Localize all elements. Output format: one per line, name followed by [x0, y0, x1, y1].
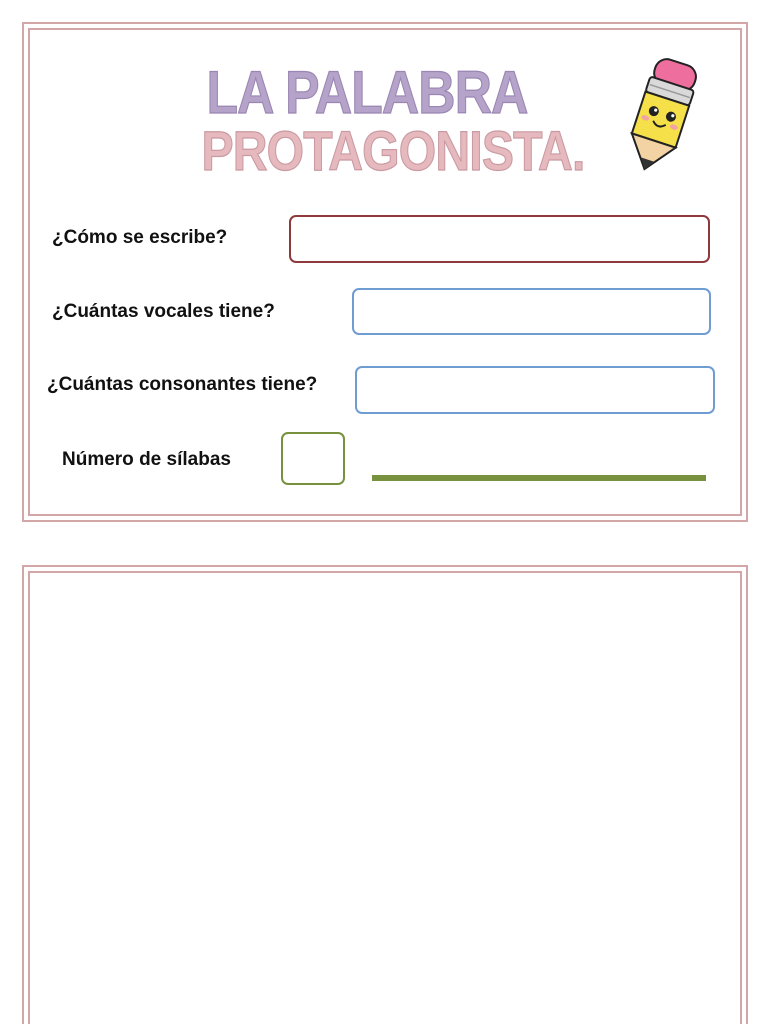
question-consonants-label: ¿Cuántas consonantes tiene?	[47, 374, 318, 395]
question-vowels-label: ¿Cuántas vocales tiene?	[52, 301, 275, 322]
how-written-answer-box[interactable]	[289, 215, 710, 263]
bottom-card-inner-border	[28, 571, 742, 1024]
title-line-2: PROTAGONISTA.	[201, 119, 585, 182]
bottom-card-frame	[22, 565, 748, 1024]
syllables-answer-line[interactable]	[372, 475, 706, 481]
question-how-written-label: ¿Cómo se escribe?	[52, 227, 228, 248]
pencil-mascot-icon	[618, 52, 708, 177]
vowels-answer-box[interactable]	[352, 288, 711, 335]
question-syllables-label: Número de sílabas	[62, 449, 231, 470]
title-line-1: LA PALABRA	[206, 59, 528, 126]
consonants-answer-box[interactable]	[355, 366, 715, 414]
syllables-count-box[interactable]	[281, 432, 345, 485]
